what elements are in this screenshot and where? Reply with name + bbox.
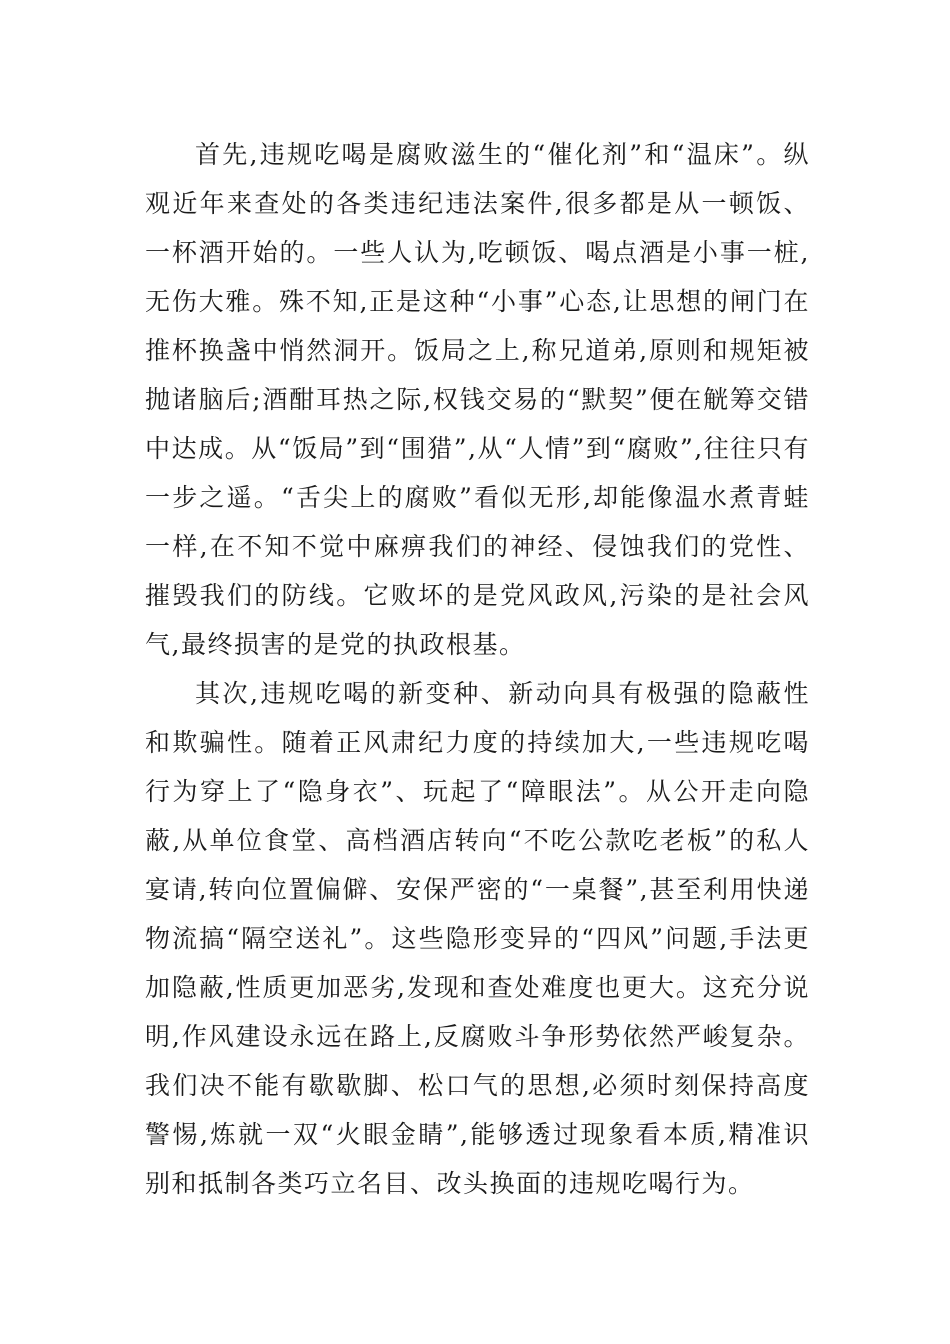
- paragraph-first: 首先,违规吃喝是腐败滋生的“催化剂”和“温床”。纵观近年来查处的各类违纪违法案件,很多都是从一顿饭、一杯酒开始的。一些人认为,吃顿饭、喝点酒是小事一桩,无伤大雅。殊不知,正是这种“小事”心态,让思想的闸门在推杯换盏中悄然洞开。饭局之上,称兄道弟,原则和规矩被抛诸脑后;酒酣耳热之际,权钱交易的“默契”便在觥筹交错中达成。从“饭局”到“围猎”,从“人情”到“腐败”,往往只有一步之遥。“舌尖上的腐败”看似无形,却能像温水煮青蛙一样,在不知不觉中麻痹我们的神经、侵蚀我们的党性、摧毁我们的防线。它败坏的是党风政风,污染的是社会风气,最终损害的是党的执政根基。: [145, 140, 810, 659]
- document-body: [145, 130, 810, 1208]
- paragraph-second: 其次,违规吃喝的新变种、新动向具有极强的隐蔽性和欺骗性。随着正风肃纪力度的持续加大,一些违规吃喝行为穿上了“隐身衣”、玩起了“障眼法”。从公开走向隐蔽,从单位食堂、高档酒店转向“不吃公款吃老板”的私人宴请,转向位置偏僻、安保严密的“一桌餐”,甚至利用快递物流搞“隔空送礼”。这些隐形变异的“四风”问题,手法更加隐蔽,性质更加恶劣,发现和查处难度也更大。这充分说明,作风建设永远在路上,反腐败斗争形势依然严峻复杂。我们决不能有歇歇脚、松口气的思想,必须时刻保持高度警惕,炼就一双“火眼金睛”,能够透过现象看本质,精准识别和抵制各类巧立名目、改头换面的违规吃喝行为。: [145, 679, 810, 1198]
